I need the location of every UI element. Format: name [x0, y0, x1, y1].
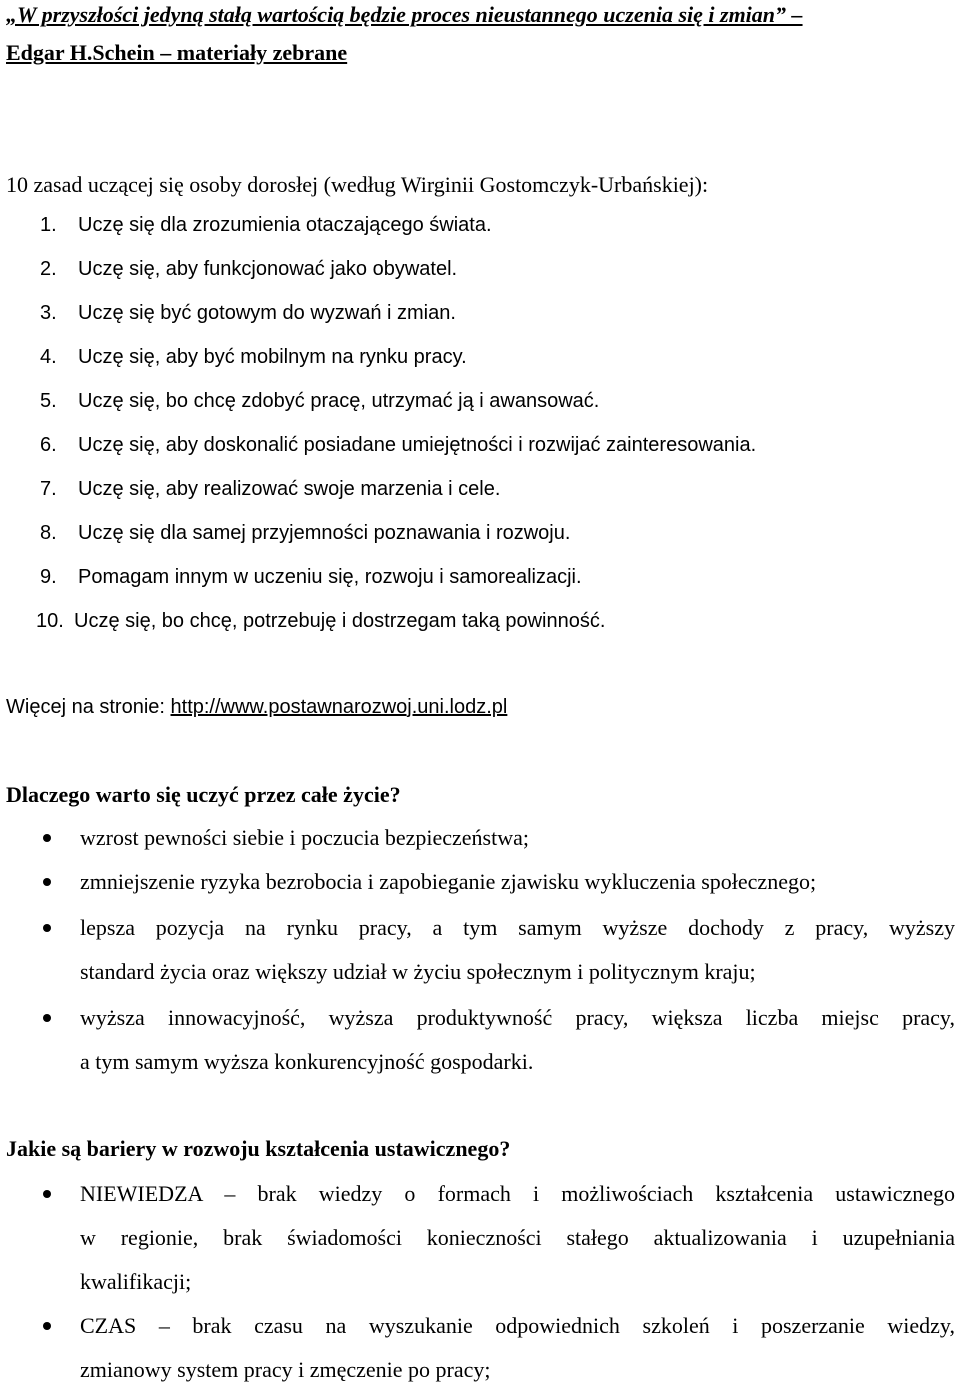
bullet-text-line: a tym samym wyższa konkurencyjność gospodarki.: [80, 1049, 534, 1074]
bullet-text-line: w regionie, brak świadomości konieczności stałego aktualizowania i uzupełniania: [80, 1225, 955, 1250]
list-item-text: Uczę się, aby doskonalić posiadane umiejętności i rozwijać zainteresowania.: [78, 434, 757, 456]
list-item-text: Uczę się, aby realizować swoje marzenia i cele.: [78, 478, 501, 500]
list-item: [40, 476, 500, 502]
more-info-line: [6, 694, 507, 720]
bullet-icon: [43, 1322, 51, 1330]
list-item-text: Uczę się, bo chcę, potrzebuję i dostrzegam taką powinność.: [74, 610, 606, 632]
list-item: [40, 344, 467, 370]
barriers-heading: Jakie są bariery w rozwoju kształcenia ustawicznego?: [6, 1136, 511, 1161]
list-item: [40, 256, 457, 282]
list-item-text: Uczę się dla samej przyjemności poznawania i rozwoju.: [78, 522, 571, 544]
list-item-text: Uczę się, aby funkcjonować jako obywatel.: [78, 258, 458, 280]
list-item-number: 8.: [40, 522, 57, 544]
bullet-text-line: lepsza pozycja na rynku pracy, a tym samym wyższe dochody z pracy, wyższy: [80, 915, 955, 940]
bullet-text-line: zmniejszenie ryzyka bezrobocia i zapobieganie zjawisku wykluczenia społecznego;: [80, 869, 817, 894]
more-info-label: Więcej na stronie:: [6, 696, 171, 718]
document-title-line-2: Edgar H.Schein – materiały zebrane: [6, 40, 348, 65]
bullet-text-line: NIEWIEDZA – brak wiedzy o formach i możliwościach kształcenia ustawicznego: [80, 1181, 955, 1206]
why-bullet-4: [80, 996, 955, 1084]
list-item: [40, 520, 570, 546]
why-heading: Dlaczego warto się uczyć przez całe życie?: [6, 782, 401, 807]
list-item: [40, 300, 456, 326]
barriers-bullet-1: [80, 1172, 955, 1304]
bullet-icon: [43, 878, 51, 886]
list-item-number: 3.: [40, 302, 57, 324]
bullet-text-line: kwalifikacji;: [80, 1269, 192, 1294]
list-item-number: 10.: [36, 610, 64, 632]
list-item-number: 4.: [40, 346, 57, 368]
why-bullet-3: [80, 906, 955, 994]
list-item: [40, 388, 599, 414]
why-bullet-2: [80, 860, 955, 904]
list-item-number: 9.: [40, 566, 57, 588]
bullet-icon: [43, 834, 51, 842]
list-item-number: 1.: [40, 214, 57, 236]
list-item-text: Pomagam innym w uczeniu się, rozwoju i samorealizacji.: [78, 566, 582, 588]
bullet-icon: [43, 924, 51, 932]
list-item: [40, 212, 492, 238]
list-item: [36, 608, 606, 634]
list-item-number: 2.: [40, 258, 57, 280]
list-item-number: 6.: [40, 434, 57, 456]
list-item-text: Uczę się, bo chcę zdobyć pracę, utrzymać ją i awansować.: [78, 390, 600, 412]
list-item: [40, 564, 582, 590]
bullet-text-line: wyższa innowacyjność, wyższa produktywność pracy, większa liczba miejsc pracy,: [80, 1005, 955, 1030]
list-item-text: Uczę się być gotowym do wyzwań i zmian.: [78, 302, 456, 324]
list-item-number: 7.: [40, 478, 57, 500]
document-title-line-1: „W przyszłości jedyną stałą wartością będzie proces nieustannego uczenia się i zmian” –: [6, 2, 803, 27]
bullet-text-line: CZAS – brak czasu na wyszukanie odpowiednich szkoleń i poszerzanie wiedzy,: [80, 1313, 955, 1338]
list-item-text: Uczę się dla zrozumienia otaczającego świata.: [78, 214, 492, 236]
list-item-number: 5.: [40, 390, 57, 412]
bullet-icon: [43, 1014, 51, 1022]
list-item-text: Uczę się, aby być mobilnym na rynku pracy.: [78, 346, 467, 368]
why-bullet-1: [80, 816, 955, 860]
bullet-text-line: standard życia oraz większy udział w życiu społecznym i politycznym kraju;: [80, 959, 756, 984]
barriers-bullet-2: [80, 1304, 955, 1392]
list-item: [40, 432, 756, 458]
bullet-icon: [43, 1190, 51, 1198]
principles-heading: 10 zasad uczącej się osoby dorosłej (według Wirginii Gostomczyk-Urbańskiej):: [6, 172, 709, 197]
more-info-link[interactable]: http://www.postawnarozwoj.uni.lodz.pl: [170, 696, 508, 718]
bullet-text-line: wzrost pewności siebie i poczucia bezpieczeństwa;: [80, 825, 529, 850]
bullet-text-line: zmianowy system pracy i zmęczenie po pracy;: [80, 1357, 491, 1382]
